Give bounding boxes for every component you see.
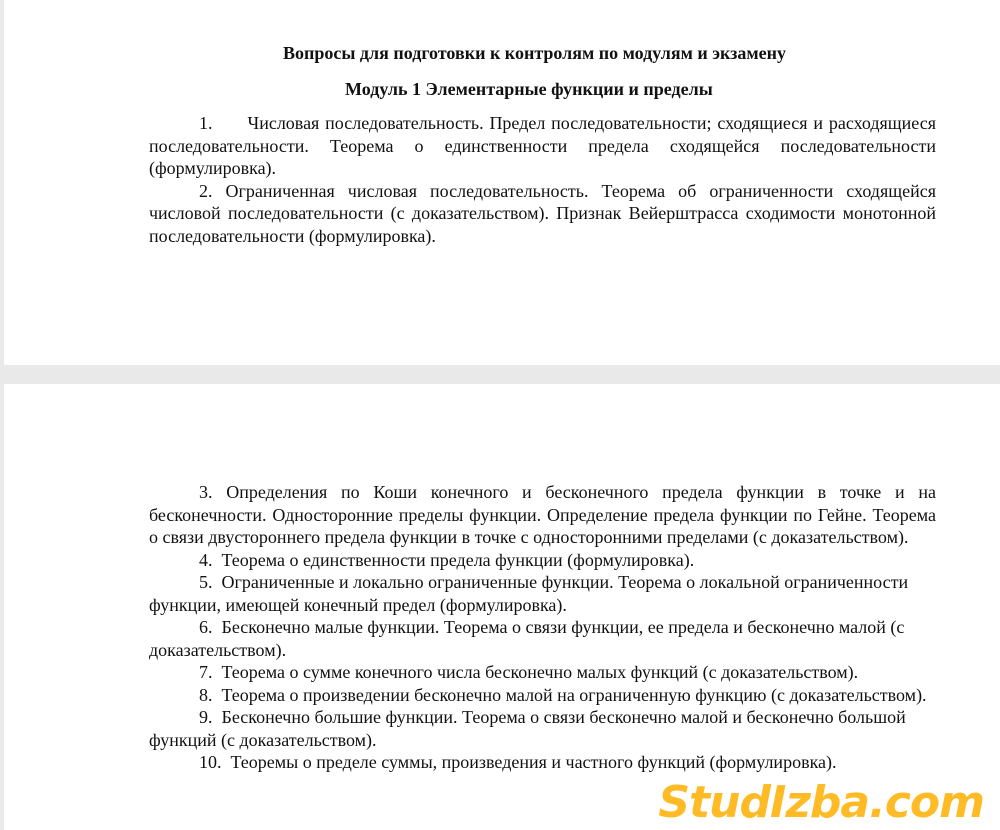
- question-text: Ограниченная числовая последовательность. Теорема об ограниченности сходящейся числовой последовательности (с доказательством). Признак Вейерштрасса сходимости монотонной последовательности (формулировка).: [149, 180, 936, 246]
- question-number: 2.: [199, 180, 213, 201]
- question-5: [149, 571, 936, 616]
- question-6: [149, 616, 936, 661]
- question-3: [149, 481, 936, 549]
- question-1: [149, 112, 936, 180]
- question-2: [149, 180, 936, 248]
- question-text: Теорема о произведении бесконечно малой на ограниченную функцию (с доказательством).: [221, 684, 927, 705]
- question-text: Числовая последовательность. Предел последовательности; сходящиеся и расходящиеся последовательности. Теорема о единственности предела сходящейся последовательности (формулировка).: [149, 113, 937, 178]
- question-number: 4.: [199, 549, 213, 570]
- question-text: Теорема о сумме конечного числа бесконечно малых функций (с доказательством).: [221, 662, 859, 682]
- question-4: [149, 549, 936, 572]
- document-page-1: [4, 0, 1000, 365]
- question-text: Бесконечно малые функции. Теорема о связи функции, ее предела и бесконечно малой (с доказательством).: [149, 617, 905, 660]
- document-title: Вопросы для подготовки к контролям по модулям и экзамену: [283, 43, 787, 63]
- question-text: Теоремы о пределе суммы, произведения и частного функций (формулировка).: [230, 752, 837, 772]
- question-text: Бесконечно большие функции. Теорема о связи бесконечно малой и бесконечно большой функций (с доказательством).: [149, 707, 906, 750]
- question-number: 9.: [199, 707, 213, 727]
- question-text: Определения по Коши конечного и бесконечного предела функции в точке и на бесконечности. Односторонние пределы функции. Определение предела функции по Гейне. Теорема о связи двустороннего предела функции в точке с односторонними пределами (с доказательством).: [149, 482, 937, 547]
- question-9: [149, 706, 936, 751]
- question-number: 3.: [199, 482, 213, 502]
- question-8: [149, 684, 936, 707]
- studizba-watermark: StudIzba.com: [658, 777, 984, 828]
- module-title: Модуль 1 Элементарные функции и пределы: [345, 79, 713, 99]
- question-10: [149, 751, 936, 774]
- question-text: Теорема о единственности предела функции (формулировка).: [221, 549, 695, 570]
- question-7: [149, 661, 936, 684]
- question-number: 6.: [199, 617, 213, 637]
- page-2-content: [149, 481, 936, 774]
- question-number: 1.: [199, 113, 213, 133]
- question-number: 7.: [199, 662, 213, 682]
- question-number: 8.: [199, 684, 213, 705]
- question-number: 5.: [199, 572, 213, 592]
- page-1-content: [149, 40, 936, 247]
- document-page-2: [4, 384, 1000, 830]
- question-text: Ограниченные и локально ограниченные функции. Теорема о локальной ограниченности функции, имеющей конечный предел (формулировка).: [149, 572, 909, 615]
- question-number: 10.: [199, 752, 222, 772]
